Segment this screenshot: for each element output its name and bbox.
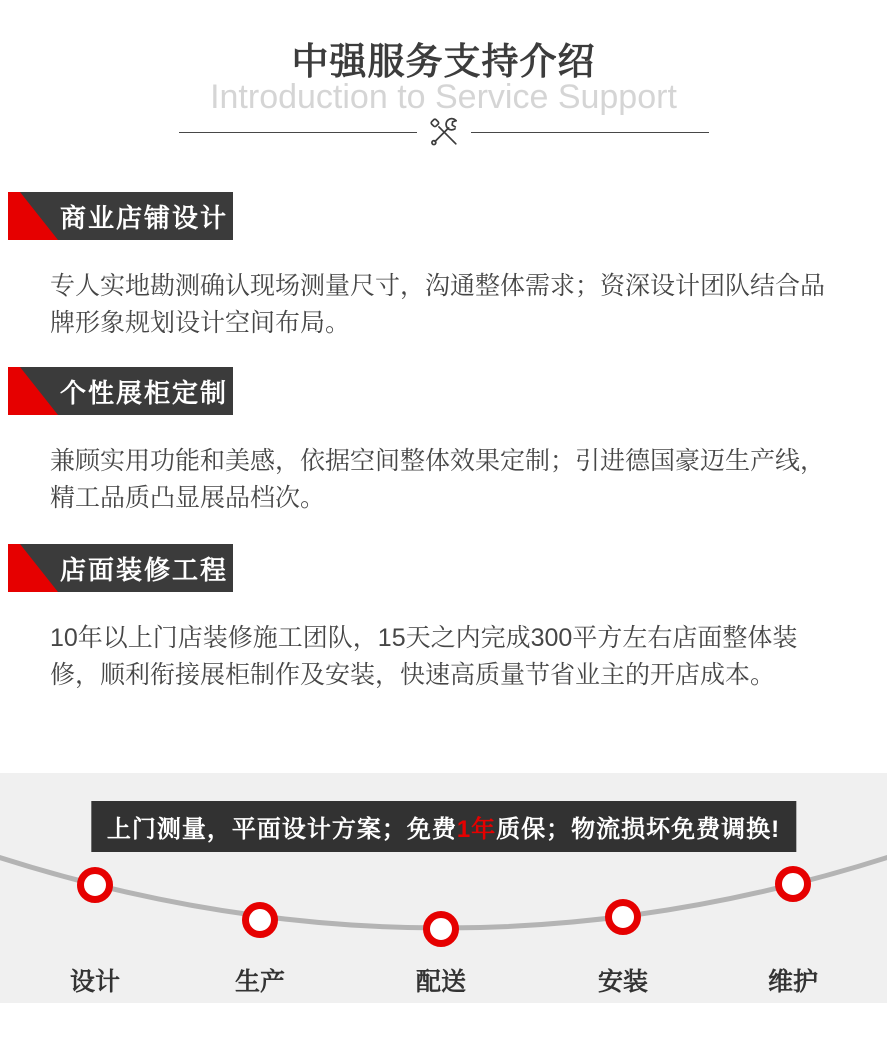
step-marker-design xyxy=(77,867,113,903)
step-label-maintenance: 维护 xyxy=(767,968,819,996)
banner-text: 上门测量，平面设计方案；免费 xyxy=(106,816,457,843)
step-marker-maintenance xyxy=(775,866,811,902)
red-corner-triangle xyxy=(8,367,58,415)
page-title: 中强服务支持介绍 xyxy=(291,41,596,82)
section-badge-store-design xyxy=(8,192,233,240)
tools-icon xyxy=(429,117,459,147)
step-label-installation: 安装 xyxy=(597,968,649,996)
section-body-renovation: 10年以上门店装修施工团队，15天之内完成300平方左右店面整体装修，顺利衔接展柜制作及安装，快速高质量节省业主的开店成本。 xyxy=(50,624,798,689)
guarantee-banner xyxy=(91,801,796,852)
step-label-production: 生产 xyxy=(234,968,286,996)
section-body-cabinet-custom: 兼顾实用功能和美感，依据空间整体效果定制；引进德国豪迈生产线，精工品质凸显展品档次。 xyxy=(50,447,826,512)
section-badge-renovation xyxy=(8,544,233,592)
step-marker-delivery xyxy=(423,911,459,947)
section-badge-label: 店面装修工程 xyxy=(60,554,229,585)
step-label-design: 设计 xyxy=(69,968,121,996)
red-corner-triangle xyxy=(8,544,58,592)
divider-line-left xyxy=(179,132,417,133)
step-marker-production xyxy=(242,902,278,938)
title-divider xyxy=(0,116,887,148)
banner-text: 质保；物流损坏免费调换! xyxy=(496,816,781,843)
step-marker-installation xyxy=(605,899,641,935)
step-label-delivery: 配送 xyxy=(415,968,467,996)
section-body-store-design: 专人实地勘测确认现场测量尺寸，沟通整体需求；资深设计团队结合品牌形象规划设计空间布局。 xyxy=(50,272,826,337)
page-subtitle: Introduction to Service Support xyxy=(210,78,677,116)
section-badge-label: 个性展柜定制 xyxy=(60,377,229,408)
divider-line-right xyxy=(471,132,709,133)
section-badge-cabinet-custom xyxy=(8,367,233,415)
section-badge-label: 商业店铺设计 xyxy=(60,202,229,233)
process-strip xyxy=(0,773,887,1003)
red-corner-triangle xyxy=(8,192,58,240)
banner-highlight: 1年 xyxy=(456,816,497,843)
